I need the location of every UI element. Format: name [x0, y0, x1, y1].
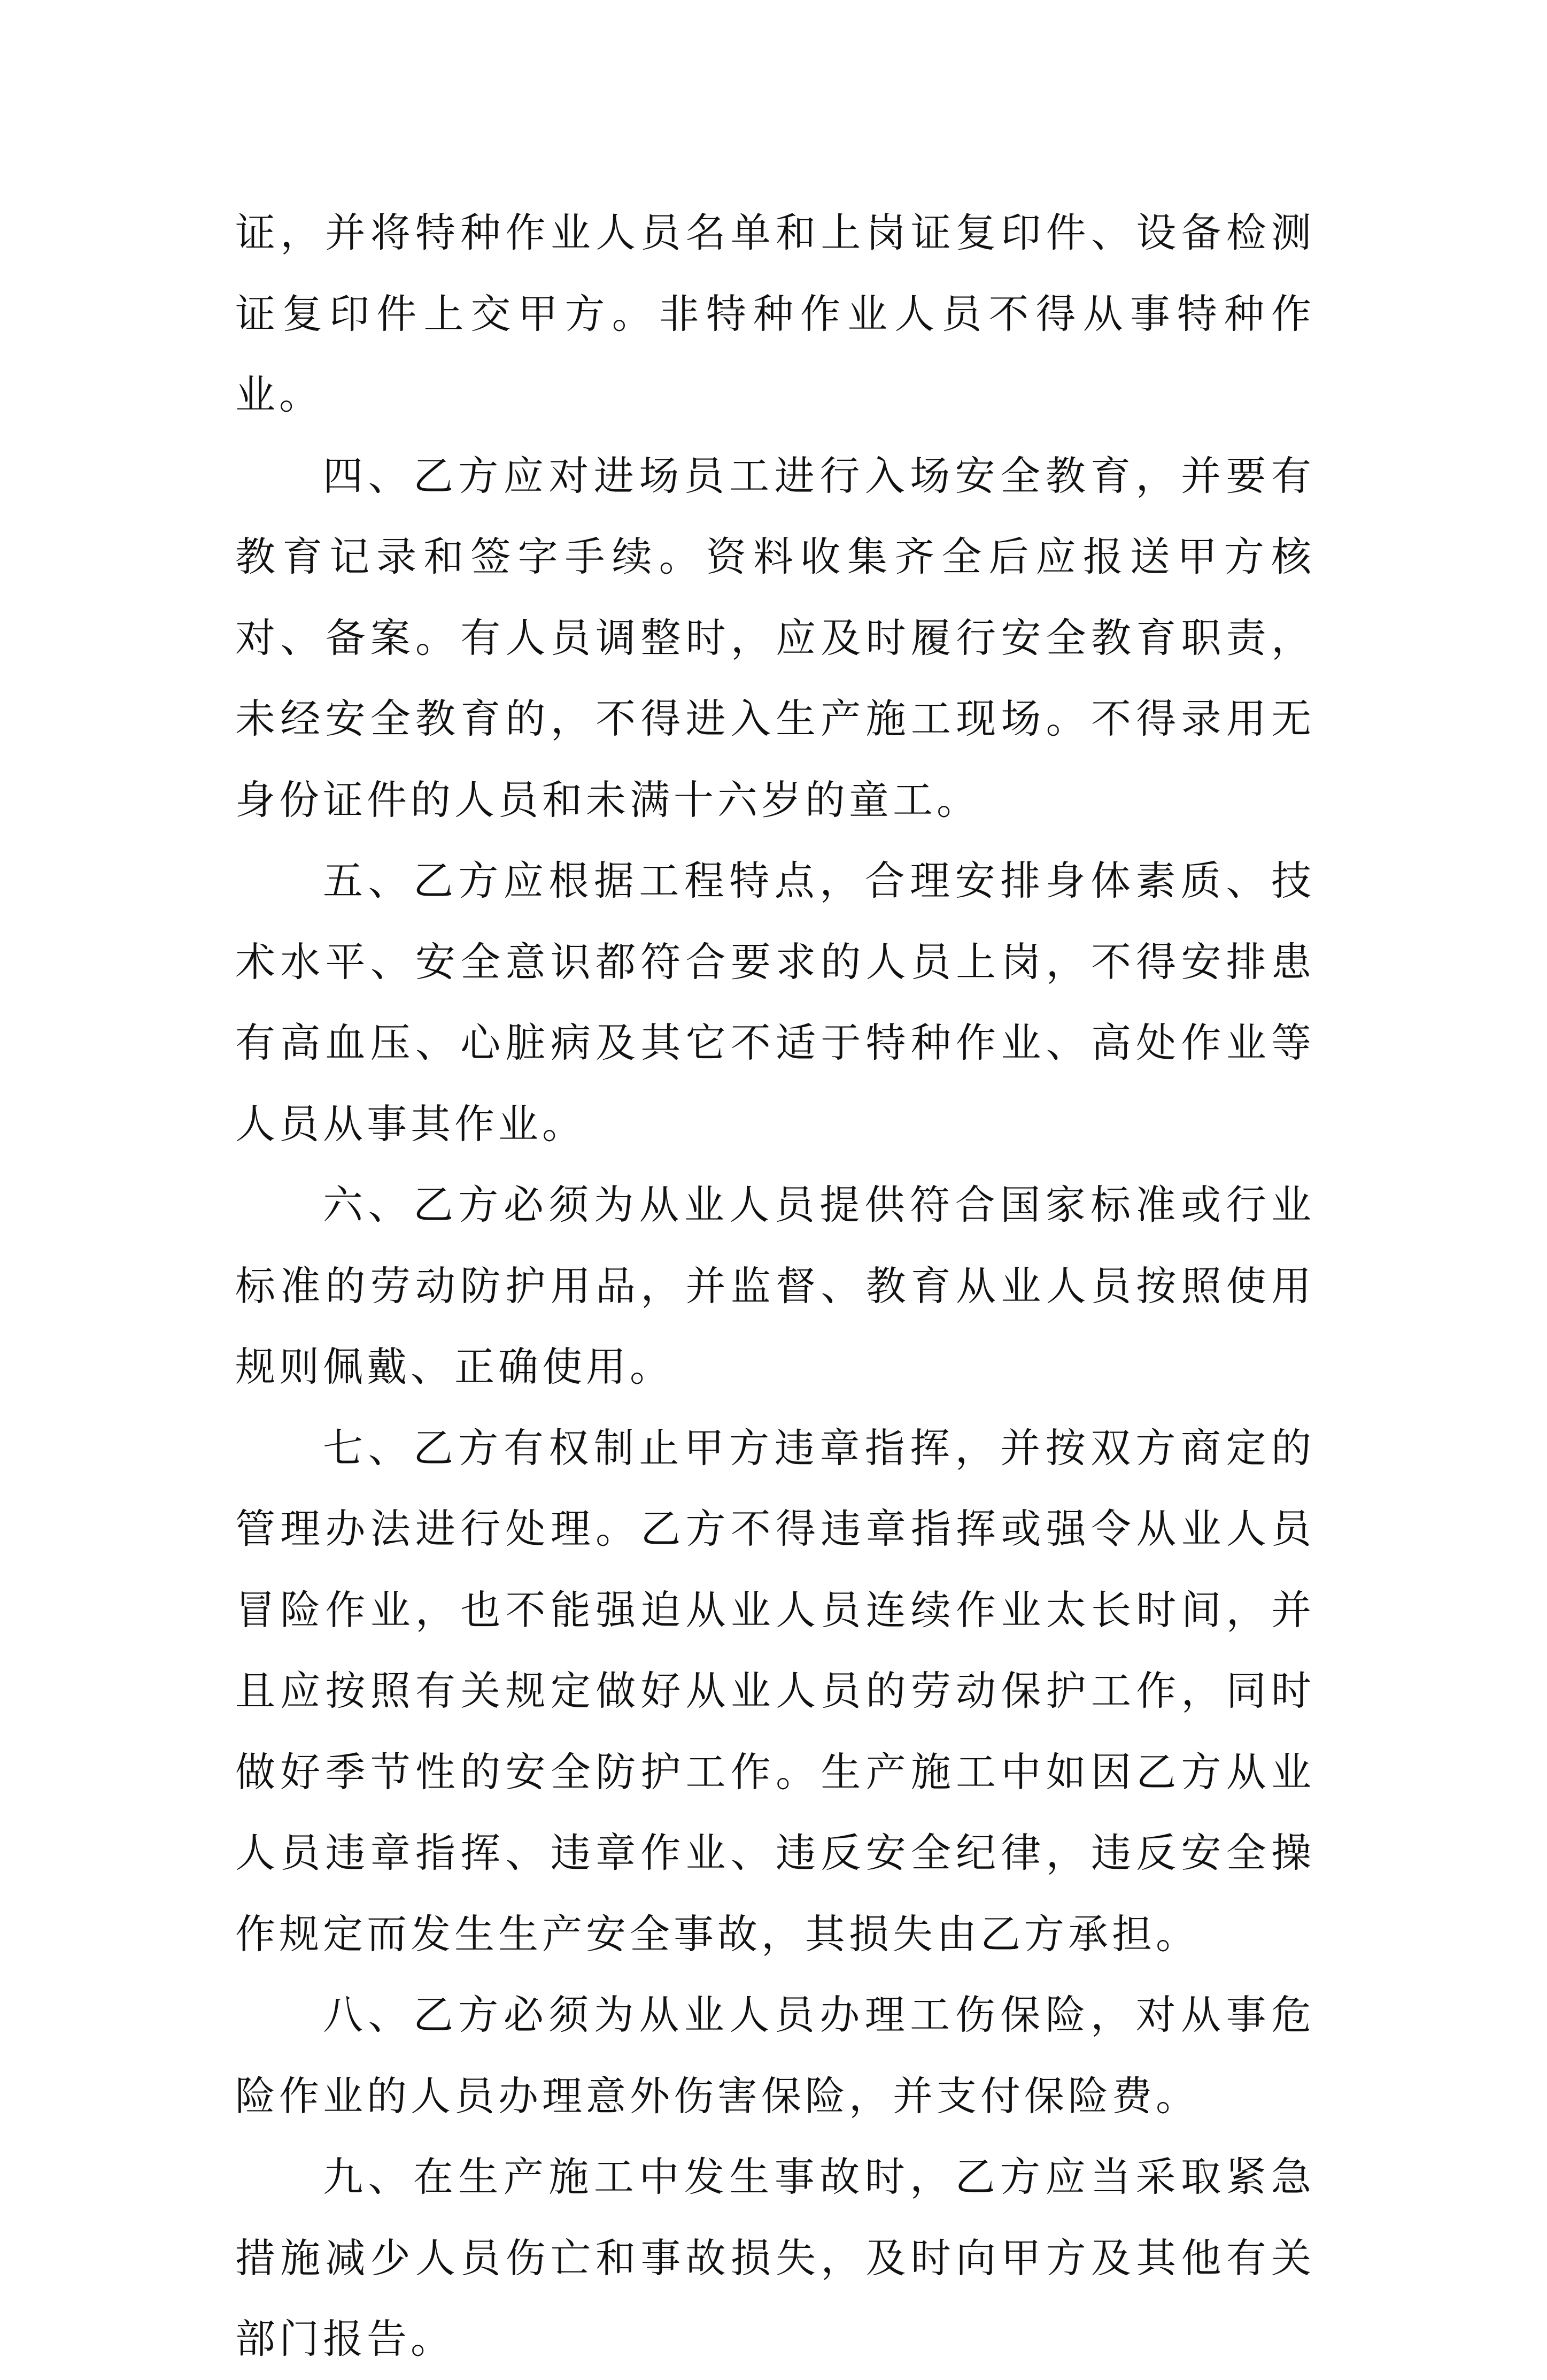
paragraph-clause-8: 八、乙方必须为从业人员办理工伤保险，对从事危险作业的人员办理意外伤害保险，并支付保险费。	[235, 1991, 1315, 2120]
paragraph-clause-4: 四、乙方应对进场员工进行入场安全教育，并要有教育记录和签字手续。资料收集齐全后应报送甲方核对、备案。有人员调整时，应及时履行安全教育职责，未经安全教育的，不得进入生产施工现场。不得录用无身份证件的人员和未满十六岁的童工。	[235, 452, 1315, 823]
paragraph-continuation: 证，并将特种作业人员名单和上岗证复印件、设备检测证复印件上交甲方。非特种作业人员不得从事特种作业。	[235, 209, 1315, 418]
paragraph-clause-6: 六、乙方必须为从业人员提供符合国家标准或行业标准的劳动防护用品，并监督、教育从业人员按照使用规则佩戴、正确使用。	[235, 1181, 1315, 1390]
paragraph-clause-5: 五、乙方应根据工程特点，合理安排身体素质、技术水平、安全意识都符合要求的人员上岗，不得安排患有高血压、心脏病及其它不适于特种作业、高处作业等人员从事其作业。	[235, 857, 1315, 1147]
paragraph-clause-7: 七、乙方有权制止甲方违章指挥，并按双方商定的管理办法进行处理。乙方不得违章指挥或强令从业人员冒险作业，也不能强迫从业人员连续作业太长时间，并且应按照有关规定做好从业人员的劳动保护工作，同时做好季节性的安全防护工作。生产施工中如因乙方从业人员违章指挥、违章作业、违反安全纪律，违反安全操作规定而发生生产安全事故，其损失由乙方承担。	[235, 1424, 1315, 1958]
document-body	[235, 192, 1315, 2380]
paragraph-clause-9: 九、在生产施工中发生事故时，乙方应当采取紧急措施减少人员伤亡和事故损失，及时向甲方及其他有关部门报告。	[235, 2153, 1315, 2362]
